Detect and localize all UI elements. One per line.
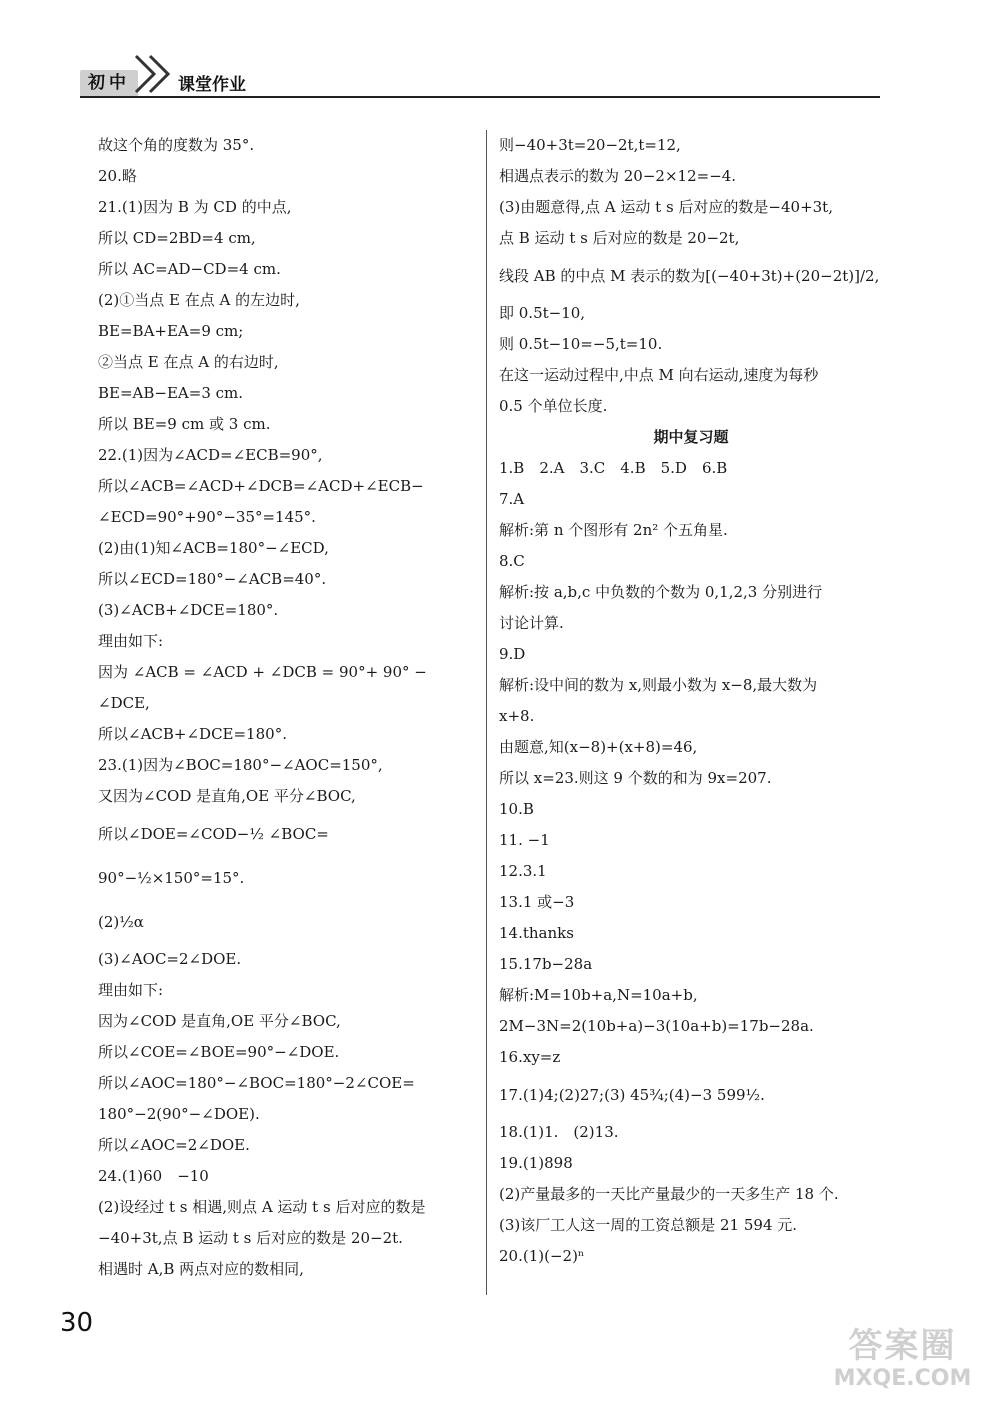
answer-line: x+8. bbox=[499, 707, 535, 725]
answer-line: 15.17b−28a bbox=[499, 955, 593, 973]
answer-line: BE=BA+EA=9 cm; bbox=[98, 322, 244, 340]
column-divider bbox=[486, 130, 487, 1295]
header-section-tab: 初中 bbox=[80, 70, 138, 97]
answer-line: (3)由题意得,点 A 运动 t s 后对应的数是−40+3t, bbox=[499, 198, 833, 216]
answer-line: 线段 AB 的中点 M 表示的数为[(−40+3t)+(20−2t)]/2, bbox=[499, 267, 880, 285]
header-rule bbox=[80, 96, 880, 98]
answer-line: (3)该厂工人这一周的工资总额是 21 594 元. bbox=[499, 1216, 798, 1234]
answer-line: 由题意,知(x−8)+(x+8)=46, bbox=[499, 738, 698, 756]
answer-line: 所以∠COE=∠BOE=90°−∠DOE. bbox=[98, 1043, 340, 1061]
answer-line: 1.B 2.A 3.C 4.B 5.D 6.B bbox=[499, 459, 728, 477]
header-title: 课堂作业 bbox=[178, 75, 246, 95]
answer-line: 10.B bbox=[499, 800, 534, 818]
answer-line: 16.xy=z bbox=[499, 1048, 561, 1066]
answer-line: (3)∠AOC=2∠DOE. bbox=[98, 950, 242, 968]
answer-line: 则 0.5t−10=−5,t=10. bbox=[499, 335, 663, 353]
answer-line: −40+3t,点 B 运动 t s 后对应的数是 20−2t. bbox=[98, 1229, 403, 1247]
answer-line: 20.(1)(−2)ⁿ bbox=[499, 1247, 585, 1265]
answer-line: 所以∠AOC=180°−∠BOC=180°−2∠COE= bbox=[98, 1074, 415, 1092]
double-chevron-icon bbox=[130, 52, 176, 98]
answer-line: 21.(1)因为 B 为 CD 的中点, bbox=[98, 198, 292, 216]
answer-line: 所以∠DOE=∠COD−½ ∠BOC= bbox=[98, 825, 329, 843]
answer-line: (2)设经过 t s 相遇,则点 A 运动 t s 后对应的数是 bbox=[98, 1198, 426, 1216]
answer-line: 又因为∠COD 是直角,OE 平分∠BOC, bbox=[98, 787, 356, 805]
answer-line: ∠ECD=90°+90°−35°=145°. bbox=[98, 508, 316, 526]
answer-line: 0.5 个单位长度. bbox=[499, 397, 608, 415]
answer-line: 14.thanks bbox=[499, 924, 574, 942]
answer-line: ②当点 E 在点 A 的右边时, bbox=[98, 353, 279, 371]
answer-line: (2)½α bbox=[98, 913, 144, 931]
watermark-url: MXQE.COM bbox=[833, 1366, 972, 1391]
answer-line: 点 B 运动 t s 后对应的数是 20−2t, bbox=[499, 229, 740, 247]
answer-line: 所以∠ECD=180°−∠ACB=40°. bbox=[98, 570, 327, 588]
answer-line: 相遇点表示的数为 20−2×12=−4. bbox=[499, 167, 737, 185]
answer-line: (2)由(1)知∠ACB=180°−∠ECD, bbox=[98, 539, 329, 557]
answer-line: (2)产量最多的一天比产量最少的一天多生产 18 个. bbox=[499, 1185, 839, 1203]
section-heading: 期中复习题 bbox=[653, 428, 729, 446]
answer-line: 8.C bbox=[499, 552, 525, 570]
answer-line: 180°−2(90°−∠DOE). bbox=[98, 1105, 260, 1123]
watermark bbox=[815, 1318, 990, 1398]
answer-line: 13.1 或−3 bbox=[499, 893, 575, 911]
answer-line: 90°−½×150°=15°. bbox=[98, 869, 245, 887]
answer-line: ∠DCE, bbox=[98, 694, 150, 712]
answer-line: 所以 AC=AD−CD=4 cm. bbox=[98, 260, 281, 278]
answer-line: 在这一运动过程中,中点 M 向右运动,速度为每秒 bbox=[499, 366, 819, 384]
answer-line: 讨论计算. bbox=[499, 614, 564, 632]
left-column bbox=[98, 130, 478, 1285]
answer-line: 因为 ∠ACB = ∠ACD + ∠DCB = 90°+ 90° − bbox=[98, 663, 427, 681]
answer-line: 19.(1)898 bbox=[499, 1154, 573, 1172]
answer-line: 所以 CD=2BD=4 cm, bbox=[98, 229, 256, 247]
answer-line: 17.(1)4;(2)27;(3) 45¾;(4)−3 599½. bbox=[499, 1086, 765, 1104]
answer-line: 理由如下: bbox=[98, 981, 164, 999]
answer-line: 相遇时 A,B 两点对应的数相同, bbox=[98, 1260, 304, 1278]
answer-line: 解析:设中间的数为 x,则最小数为 x−8,最大数为 bbox=[499, 676, 818, 694]
answer-line: (3)∠ACB+∠DCE=180°. bbox=[98, 601, 279, 619]
answer-line: 11. −1 bbox=[499, 831, 550, 849]
right-column bbox=[499, 130, 883, 1272]
answer-line: (2)①当点 E 在点 A 的左边时, bbox=[98, 291, 300, 309]
answer-line: 所以 BE=9 cm 或 3 cm. bbox=[98, 415, 271, 433]
answer-line: 故这个角的度数为 35°. bbox=[98, 136, 255, 154]
answer-line: 7.A bbox=[499, 490, 525, 508]
answer-line: 18.(1)1. (2)13. bbox=[499, 1123, 619, 1141]
answer-line: 所以∠ACB=∠ACD+∠DCB=∠ACD+∠ECB− bbox=[98, 477, 424, 495]
answer-line: 所以∠AOC=2∠DOE. bbox=[98, 1136, 250, 1154]
answer-line: BE=AB−EA=3 cm. bbox=[98, 384, 244, 402]
answer-line: 所以∠ACB+∠DCE=180°. bbox=[98, 725, 287, 743]
answer-line: 9.D bbox=[499, 645, 526, 663]
answer-line: 因为∠COD 是直角,OE 平分∠BOC, bbox=[98, 1012, 341, 1030]
watermark-logo-text: 答案圈 bbox=[848, 1326, 957, 1366]
answer-line: 即 0.5t−10, bbox=[499, 304, 586, 322]
answer-line: 12.3.1 bbox=[499, 862, 547, 880]
answer-line: 所以 x=23.则这 9 个数的和为 9x=207. bbox=[499, 769, 772, 787]
answer-line: 23.(1)因为∠BOC=180°−∠AOC=150°, bbox=[98, 756, 383, 774]
answer-line: 24.(1)60 −10 bbox=[98, 1167, 209, 1185]
answer-line: 22.(1)因为∠ACD=∠ECB=90°, bbox=[98, 446, 323, 464]
answer-line: 20.略 bbox=[98, 167, 137, 185]
page-number: 30 bbox=[60, 1308, 94, 1338]
answer-line: 理由如下: bbox=[98, 632, 164, 650]
answer-line: 解析:按 a,b,c 中负数的个数为 0,1,2,3 分别进行 bbox=[499, 583, 823, 601]
answer-line: 解析:第 n 个图形有 2n² 个五角星. bbox=[499, 521, 728, 539]
answer-line: 解析:M=10b+a,N=10a+b, bbox=[499, 986, 698, 1004]
answer-line: 则−40+3t=20−2t,t=12, bbox=[499, 136, 681, 154]
answer-line: 2M−3N=2(10b+a)−3(10a+b)=17b−28a. bbox=[499, 1017, 814, 1035]
